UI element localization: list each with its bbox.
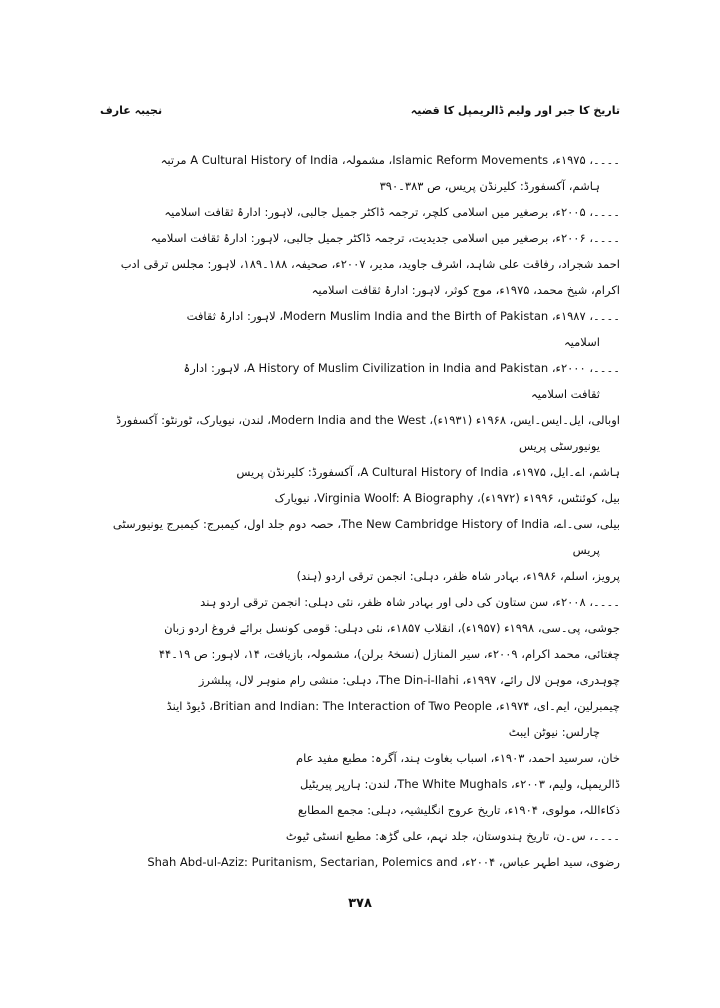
bibliography-entry: ہاشم، اے۔ایل، ۱۹۷۵ء، A Cultural History of India، آکسفورڈ: کلیرنڈن پریس <box>236 465 620 479</box>
bibliography-entry: ۔۔۔۔، ۱۹۷۵ء، Islamic Reform Movements، مشمولہ، A Cultural History of India مرتبہ <box>160 153 620 167</box>
bibliography-entry: احمد شجراد، رفاقت علی شاہد، اشرف جاوید، مدیر، ۲۰۰۷ء، صحیفہ، ۱۸۸۔۱۸۹، لاہور: مجلس ترقی ادب <box>120 257 620 271</box>
bibliography-entry: ۔۔۔۔، ۱۹۸۷ء، Modern Muslim India and the Birth of Pakistan، لاہور: ادارۂ ثقافت <box>186 309 620 323</box>
bibliography-entry: ۔۔۔۔، ۲۰۰۵ء، برصغیر میں اسلامی کلچر، ترجمہ ڈاکٹر جمیل جالبی، لاہور: ادارۂ ثقافت اسلامیہ <box>164 205 620 219</box>
bibliography-entry: ۔۔۔۔، ۲۰۰۶ء، برصغیر میں اسلامی جدیدیت، ترجمہ ڈاکٹر جمیل جالبی، لاہور: ادارۂ ثقافت اسلامیہ <box>150 231 620 245</box>
bibliography-entry-continued: ہاشم، آکسفورڈ: کلیرنڈن پریس، ص ۳۸۳۔۳۹۰ <box>379 179 600 193</box>
bibliography-entry-continued: چارلس: نیوٹن ایبٹ <box>508 725 600 739</box>
bibliography-entry: ذکاءاللہ، مولوی، ۱۹۰۴ء، تاریخ عروج انگلیشیہ، دہلی: مجمع المطابع <box>297 803 620 817</box>
bibliography-entry: اوبالی، ایل۔ایس۔ایس، ۱۹۶۸ء (۱۹۳۱ء)، Modern India and the West، لندن، نیویارک، ٹورنٹو: آکسفورڈ <box>116 413 620 427</box>
bibliography-entry-continued: پریس <box>572 543 600 557</box>
bibliography-entry: جوشی، پی۔سی، ۱۹۹۸ء (۱۹۵۷ء)، انقلاب ۱۸۵۷ء، نئی دہلی: قومی کونسل برائے فروغ اردو زبان <box>164 621 620 635</box>
bibliography-entry: ۔۔۔۔، ۲۰۰۸ء، سن ستاون کی دلی اور بہادر شاہ ظفر، نئی دہلی: انجمن ترقی اردو ہند <box>200 595 620 609</box>
bibliography-entry-continued: یونیورسٹی پریس <box>518 439 600 453</box>
bibliography-entry: بیل، کوئنٹس، ۱۹۹۶ء (۱۹۷۲ء)، Virginia Woolf: A Biography، نیویارک <box>274 491 620 505</box>
bibliography-entry: اکرام، شیخ محمد، ۱۹۷۵ء، موج کوثر، لاہور: ادارۂ ثقافت اسلامیہ <box>311 283 620 297</box>
header-author: نجیبہ عارف <box>100 104 163 117</box>
bibliography-entry: رضوی، سید اطہر عباس، ۲۰۰۴ء، Shah Abd-ul-Aziz: Puritanism, Sectarian, Polemics and <box>147 855 620 869</box>
bibliography-entry: پرویز، اسلم، ۱۹۸۶ء، بہادر شاہ ظفر، دہلی: انجمن ترقی اردو (ہند) <box>296 569 620 583</box>
bibliography-entry-continued: اسلامیہ <box>563 335 600 349</box>
bibliography-entry: ڈالریمپل، ولیم، ۲۰۰۳ء، The White Mughals، لندن: ہارپر پیریٹیل <box>300 777 620 791</box>
bibliography-entry: چوہدری، موہن لال رائے، ۱۹۹۷ء، The Din-i-Ilahi، دہلی: منشی رام منوہر لال، پبلشرز <box>198 673 620 687</box>
page-number: ۳۷۸ <box>348 896 372 911</box>
bibliography-entry-continued: ثقافت اسلامیہ <box>530 387 600 401</box>
bibliography-entry: چغتائی، محمد اکرام، ۲۰۰۹ء، سیر المنازل (نسخۂ برلن)، مشمولہ، بازیافت، ۱۴، لاہور: ص ۱۹۔۴۴ <box>158 647 620 661</box>
bibliography-entry: بیلی، سی۔اے، The New Cambridge History of India، حصہ دوم جلد اول، کیمبرج: کیمبرج یونیورسٹی <box>112 517 620 531</box>
bibliography-entry: خان، سرسید احمد، ۱۹۰۳ء، اسباب بغاوت ہند، آگرہ: مطبع مفید عام <box>296 751 620 765</box>
bibliography-entry: چیمبرلین، ایم۔ای، ۱۹۷۴ء، Britian and Indian: The Interaction of Two People، ڈیوڈ اینڈ <box>166 699 620 713</box>
header-title: تاریخ کا جبر اور ولیم ڈالریمپل کا قضیہ <box>410 104 620 117</box>
bibliography-entry: ۔۔۔۔، س۔ن، تاریخ ہندوستان، جلد نہم، علی گڑھ: مطبع انسٹی ٹیوٹ <box>285 829 620 843</box>
bibliography-entry: ۔۔۔۔، ۲۰۰۰ء، A History of Muslim Civilization in India and Pakistan، لاہور: ادارۂ <box>183 361 620 375</box>
running-header <box>100 104 620 126</box>
